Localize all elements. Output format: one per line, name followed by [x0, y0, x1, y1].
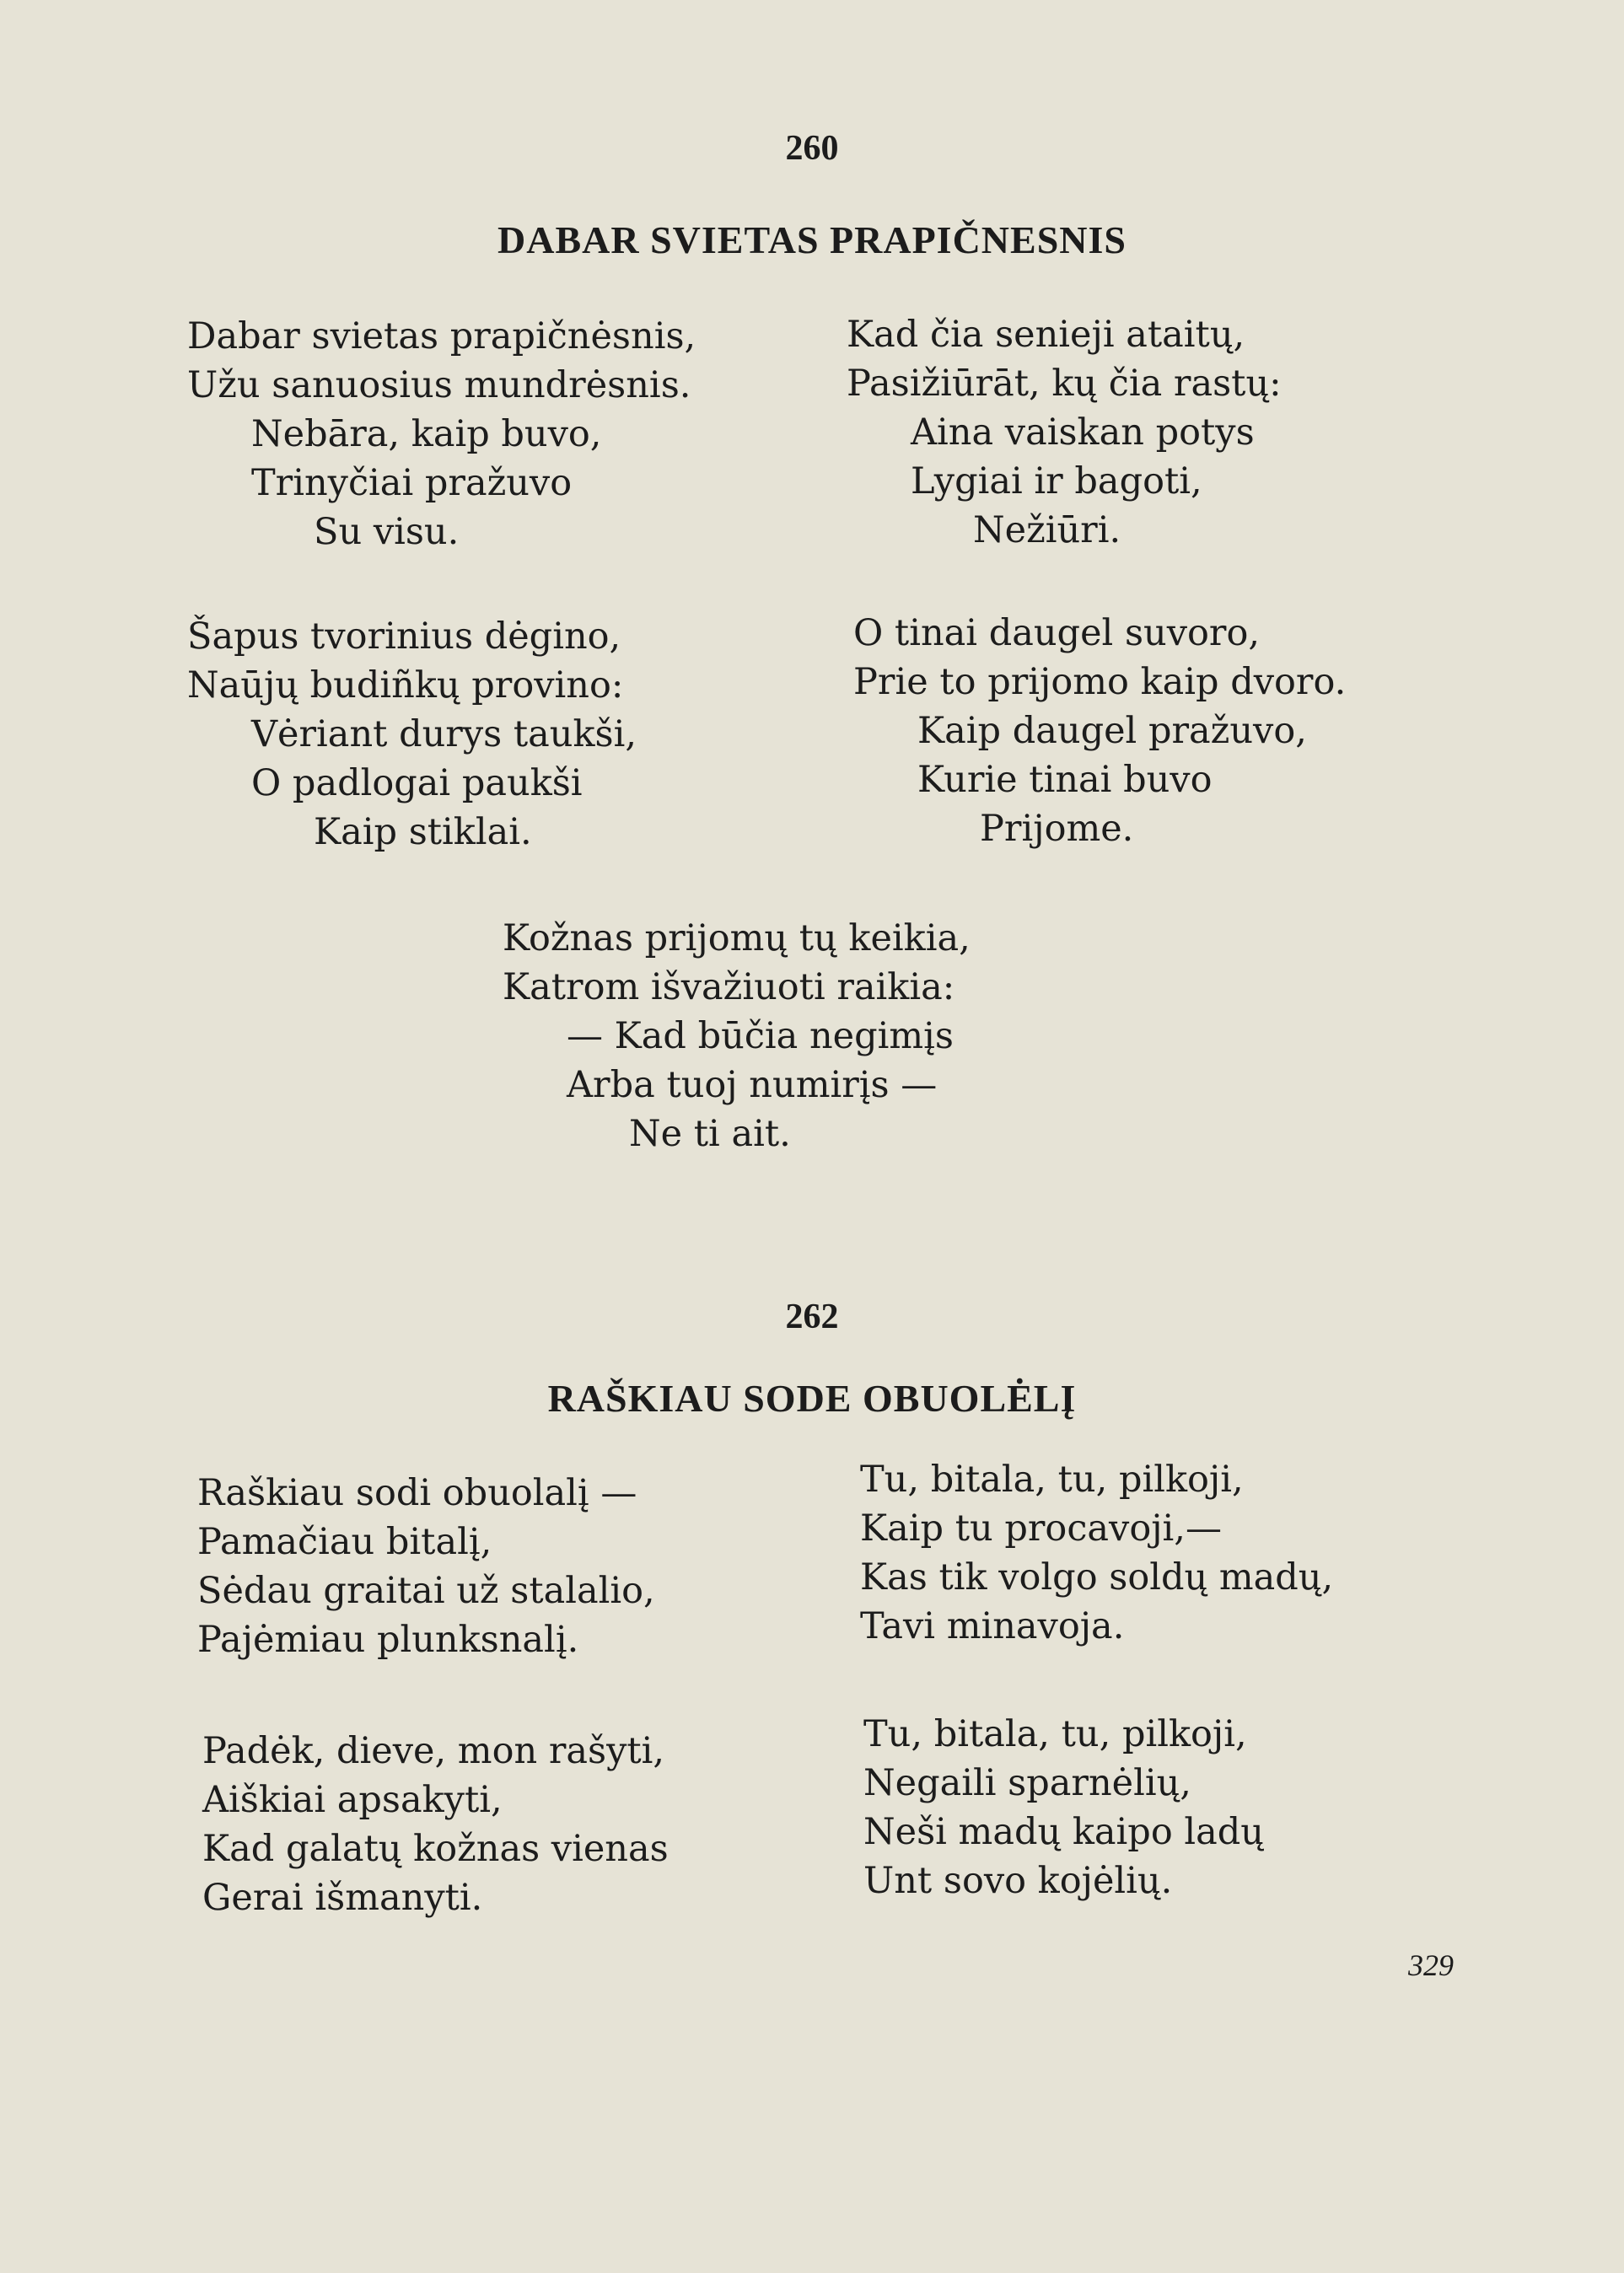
song-title: DABAR SVIETAS PRAPIČNESNIS: [497, 218, 1127, 261]
verse-line: Lygiai ir bagoti,: [911, 460, 1202, 502]
verse-line: — Kad būčia negimįs: [567, 1015, 954, 1057]
verse-line: Kurie tinai buvo: [917, 759, 1213, 801]
stanza: [853, 609, 1346, 853]
verse-line: O tinai daugel suvoro,: [853, 612, 1261, 654]
verse-line: Tu, bitala, tu, pilkoji,: [860, 1459, 1244, 1501]
verse-line: Neši madų kaipo ladų: [863, 1811, 1264, 1853]
verse-line: Kaip stiklai.: [314, 811, 532, 853]
stanza: [860, 1455, 1333, 1651]
song-number: 260: [785, 129, 839, 168]
verse-line: Sėdau graitai už stalalio,: [197, 1570, 655, 1612]
verse-line: Ne ti ait.: [629, 1113, 791, 1155]
verse-line: O padlogai paukši: [251, 762, 583, 804]
verse-line: Užu sanuosius mundrėsnis.: [187, 364, 691, 406]
verse-line: Šapus tvorinius dėgino,: [187, 615, 621, 658]
stanza: [197, 1469, 655, 1664]
verse-line: Prijome.: [980, 808, 1134, 850]
song-number: 262: [785, 1298, 839, 1336]
verse-line: Unt sovo kojėlių.: [863, 1860, 1173, 1902]
verse-line: Arba tuoj numirįs —: [567, 1064, 938, 1106]
verse-line: Padėk, dieve, mon rašyti,: [202, 1730, 665, 1772]
stanza: [863, 1710, 1264, 1905]
verse-line: Pamačiau bitalį,: [197, 1521, 492, 1563]
verse-line: Raškiau sodi obuolalį —: [197, 1472, 637, 1514]
verse-line: Kas tik volgo soldų madų,: [860, 1556, 1334, 1599]
verse-line: Nežiūri.: [973, 509, 1121, 551]
verse-line: Katrom išvažiuoti raikia:: [503, 966, 955, 1008]
verse-line: Aiškiai apsakyti,: [202, 1779, 503, 1821]
stanza: [202, 1727, 669, 1922]
page-number: 329: [1408, 1948, 1454, 1982]
stanza: [847, 310, 1282, 555]
verse-line: Dabar svietas prapičnėsnis,: [187, 315, 696, 357]
stanza: [503, 914, 971, 1158]
verse-line: Pasižiūrāt, kų čia rastų:: [847, 363, 1282, 405]
verse-line: Kožnas prijomų tų keikia,: [503, 917, 971, 959]
verse-line: Kaip daugel pražuvo,: [917, 710, 1307, 752]
verse-line: Gerai išmanyti.: [202, 1877, 483, 1919]
verse-line: Vėriant durys taukši,: [251, 713, 637, 755]
verse-line: Kaip tu procavoji,—: [860, 1507, 1222, 1550]
verse-line: Naūjų budiñkų provino:: [187, 664, 624, 707]
stanza: [187, 312, 696, 556]
verse-line: Nebāra, kaip buvo,: [251, 413, 602, 455]
song-title: RAŠKIAU SODE OBUOLĖLĮ: [547, 1377, 1077, 1420]
verse-line: Kad galatų kožnas vienas: [202, 1828, 669, 1870]
verse-line: Kad čia senieji ataitų,: [847, 314, 1245, 356]
verse-line: Aina vaiskan potys: [911, 411, 1255, 454]
verse-line: Prie to prijomo kaip dvoro.: [853, 661, 1347, 703]
verse-line: Tu, bitala, tu, pilkoji,: [863, 1713, 1247, 1755]
verse-line: Tavi minavoja.: [860, 1605, 1125, 1647]
verse-line: Negaili sparnėlių,: [863, 1762, 1191, 1804]
verse-line: Su visu.: [314, 511, 460, 553]
stanza: [187, 612, 637, 857]
verse-line: Trinyčiai pražuvo: [251, 462, 573, 504]
verse-line: Pajėmiau plunksnalį.: [197, 1619, 579, 1661]
